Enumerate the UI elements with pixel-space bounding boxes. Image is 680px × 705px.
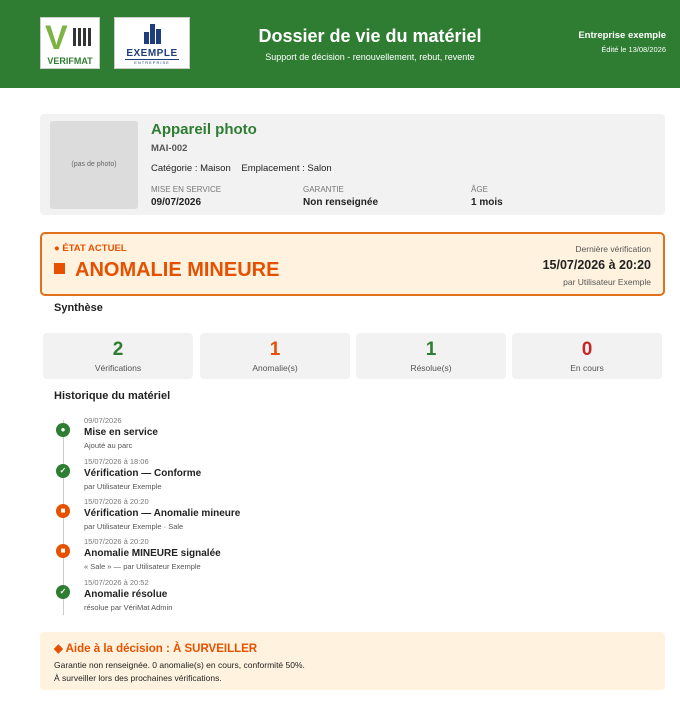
- warranty-label: GARANTIE: [303, 185, 344, 194]
- dot-icon: ●: [56, 423, 70, 437]
- verifmat-logo: [40, 17, 100, 69]
- age-label: ÂGE: [471, 185, 488, 194]
- event-date: 15/07/2026 à 20:20: [84, 537, 149, 546]
- event-subtitle: résolue par VériMat Admin: [84, 603, 173, 612]
- state-value: ANOMALIE MINEURE: [75, 259, 280, 281]
- event-date: 09/07/2026: [84, 416, 122, 425]
- warranty-value: Non renseignée: [303, 197, 379, 208]
- event-title: Anomalie MINEURE signalée: [84, 548, 221, 559]
- check-mark-icon: V: [45, 19, 68, 57]
- stat-label: En cours: [570, 363, 604, 373]
- stat-card: [200, 333, 350, 379]
- stat-value: 1: [425, 339, 437, 360]
- equipment-category: Catégorie : Maison: [151, 163, 231, 174]
- brand-tagline: ENTREPRISE: [134, 60, 170, 65]
- edition-date: Édité le 13/08/2026: [601, 45, 666, 54]
- event-date: 15/07/2026 à 20:20: [84, 497, 149, 506]
- current-state-panel: [40, 232, 665, 296]
- stat-value: 0: [581, 339, 593, 360]
- last-check-by: par Utilisateur Exemple: [563, 277, 651, 287]
- company-logo: [114, 17, 190, 69]
- check-icon: ✓: [56, 585, 70, 599]
- history-title: Historique du matériel: [54, 390, 171, 402]
- state-value-row: [54, 259, 279, 282]
- event-subtitle: « Sale » — par Utilisateur Exemple: [84, 562, 201, 571]
- stat-label: Anomalie(s): [252, 363, 298, 373]
- stat-value: 1: [269, 339, 281, 360]
- summary-title: Synthèse: [54, 302, 103, 314]
- event-subtitle: par Utilisateur Exemple · Sale: [84, 522, 184, 531]
- qr-code-icon: [73, 28, 91, 46]
- logo-text: VERIFMAT: [47, 56, 93, 66]
- state-label: ● ÉTAT ACTUEL: [54, 243, 127, 254]
- decision-line: Garantie non renseignée. 0 anomalie(s) en cours, conformité 50%.: [54, 660, 305, 670]
- commission-value: 09/07/2026: [151, 197, 202, 208]
- stat-card: [356, 333, 506, 379]
- photo-placeholder: (pas de photo): [71, 161, 117, 168]
- decision-panel: [40, 632, 665, 690]
- event-subtitle: par Utilisateur Exemple: [84, 482, 162, 491]
- decision-title: ◆ Aide à la décision : À SURVEILLER: [54, 643, 258, 655]
- page-subtitle: Support de décision - renouvellement, rebut, revente: [265, 52, 475, 62]
- header: [0, 0, 680, 88]
- building-icon: [144, 24, 162, 44]
- brand-name: EXEMPLE: [126, 48, 178, 59]
- check-icon: ✓: [56, 464, 70, 478]
- event-title: Vérification — Anomalie mineure: [84, 508, 241, 519]
- square-icon: [54, 263, 65, 274]
- equipment-location: Emplacement : Salon: [241, 163, 332, 174]
- event-subtitle: Ajouté au parc: [84, 441, 133, 450]
- square-icon: ■: [56, 544, 70, 558]
- equipment-photo: [50, 121, 138, 209]
- age-field: [471, 185, 503, 208]
- age-value: 1 mois: [471, 197, 503, 208]
- event-title: Vérification — Conforme: [84, 468, 202, 479]
- equipment-meta: [151, 163, 340, 174]
- square-icon: ■: [56, 504, 70, 518]
- stat-label: Vérifications: [94, 363, 142, 373]
- stat-label: Résolue(s): [410, 363, 452, 373]
- equipment-code: MAI-002: [151, 143, 188, 154]
- last-check-value: 15/07/2026 à 20:20: [542, 258, 651, 272]
- stat-value: 2: [112, 339, 124, 360]
- stat-card: [512, 333, 662, 379]
- stat-card: [43, 333, 193, 379]
- commission-field: [151, 185, 221, 208]
- event-title: Mise en service: [84, 427, 158, 438]
- event-title: Anomalie résolue: [84, 589, 168, 600]
- last-check-label: Dernière vérification: [575, 244, 651, 254]
- commission-label: MISE EN SERVICE: [151, 185, 222, 194]
- company-name: Entreprise exemple: [578, 30, 666, 41]
- equipment-name: Appareil photo: [151, 121, 257, 138]
- decision-line: À surveiller lors des prochaines vérifications.: [54, 673, 222, 683]
- warranty-field: [303, 185, 378, 208]
- equipment-card: [40, 114, 665, 215]
- event-date: 15/07/2026 à 20:52: [84, 578, 149, 587]
- page-title: Dossier de vie du matériel: [258, 26, 482, 46]
- event-date: 15/07/2026 à 18:06: [84, 457, 149, 466]
